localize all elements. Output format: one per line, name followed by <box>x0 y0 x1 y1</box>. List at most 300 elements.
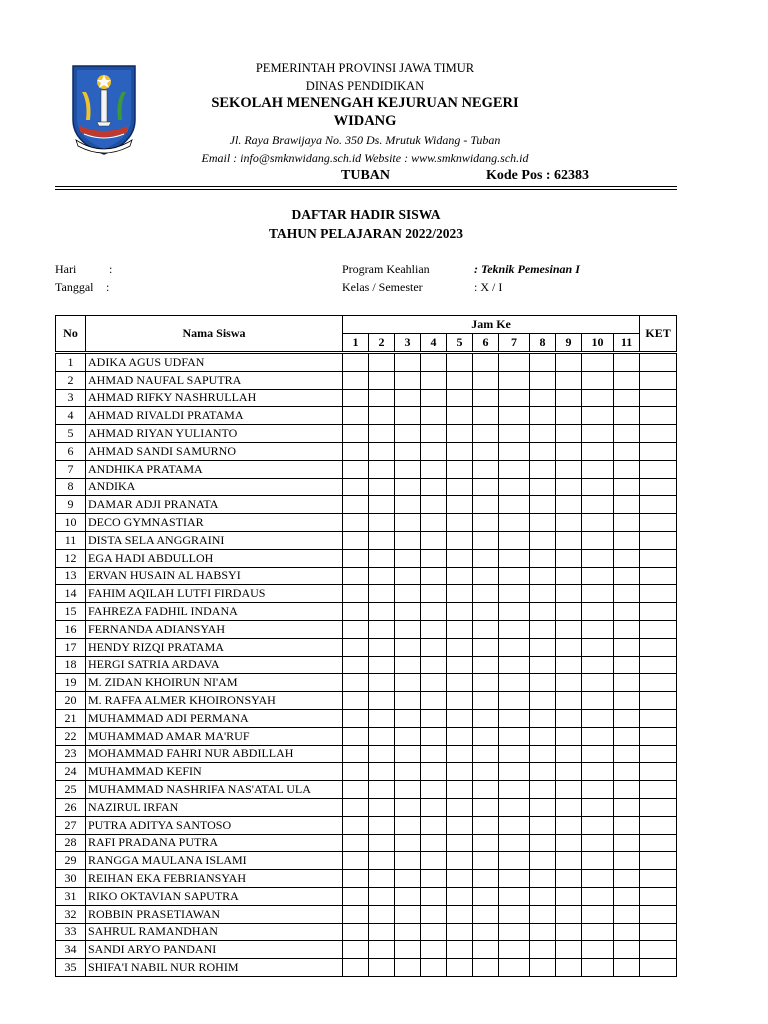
attendance-cell[interactable] <box>614 638 640 656</box>
attendance-cell[interactable] <box>530 531 556 549</box>
attendance-cell[interactable] <box>556 407 582 425</box>
attendance-cell[interactable] <box>395 656 421 674</box>
remarks-cell[interactable] <box>640 941 677 959</box>
attendance-cell[interactable] <box>556 567 582 585</box>
attendance-cell[interactable] <box>369 514 395 532</box>
remarks-cell[interactable] <box>640 549 677 567</box>
attendance-cell[interactable] <box>530 425 556 443</box>
attendance-cell[interactable] <box>499 407 530 425</box>
attendance-cell[interactable] <box>343 460 369 478</box>
attendance-cell[interactable] <box>614 514 640 532</box>
attendance-cell[interactable] <box>530 763 556 781</box>
attendance-cell[interactable] <box>473 585 499 603</box>
attendance-cell[interactable] <box>530 371 556 389</box>
attendance-cell[interactable] <box>530 923 556 941</box>
attendance-cell[interactable] <box>499 353 530 372</box>
attendance-cell[interactable] <box>556 353 582 372</box>
attendance-cell[interactable] <box>499 852 530 870</box>
remarks-cell[interactable] <box>640 603 677 621</box>
attendance-cell[interactable] <box>556 514 582 532</box>
attendance-cell[interactable] <box>421 371 447 389</box>
remarks-cell[interactable] <box>640 798 677 816</box>
attendance-cell[interactable] <box>395 407 421 425</box>
attendance-cell[interactable] <box>343 727 369 745</box>
attendance-cell[interactable] <box>499 941 530 959</box>
attendance-cell[interactable] <box>499 514 530 532</box>
attendance-cell[interactable] <box>447 834 473 852</box>
attendance-cell[interactable] <box>395 941 421 959</box>
attendance-cell[interactable] <box>395 514 421 532</box>
attendance-cell[interactable] <box>473 834 499 852</box>
attendance-cell[interactable] <box>395 870 421 888</box>
attendance-cell[interactable] <box>556 371 582 389</box>
attendance-cell[interactable] <box>473 941 499 959</box>
attendance-cell[interactable] <box>473 781 499 799</box>
attendance-cell[interactable] <box>614 478 640 496</box>
attendance-cell[interactable] <box>582 389 614 407</box>
attendance-cell[interactable] <box>395 905 421 923</box>
attendance-cell[interactable] <box>530 567 556 585</box>
attendance-cell[interactable] <box>369 585 395 603</box>
attendance-cell[interactable] <box>421 763 447 781</box>
attendance-cell[interactable] <box>343 798 369 816</box>
attendance-cell[interactable] <box>421 514 447 532</box>
attendance-cell[interactable] <box>582 478 614 496</box>
attendance-cell[interactable] <box>556 478 582 496</box>
attendance-cell[interactable] <box>556 798 582 816</box>
attendance-cell[interactable] <box>473 514 499 532</box>
remarks-cell[interactable] <box>640 567 677 585</box>
attendance-cell[interactable] <box>582 923 614 941</box>
attendance-cell[interactable] <box>369 709 395 727</box>
attendance-cell[interactable] <box>582 763 614 781</box>
attendance-cell[interactable] <box>343 745 369 763</box>
remarks-cell[interactable] <box>640 620 677 638</box>
attendance-cell[interactable] <box>473 852 499 870</box>
attendance-cell[interactable] <box>556 887 582 905</box>
attendance-cell[interactable] <box>614 496 640 514</box>
remarks-cell[interactable] <box>640 816 677 834</box>
attendance-cell[interactable] <box>473 425 499 443</box>
attendance-cell[interactable] <box>343 514 369 532</box>
attendance-cell[interactable] <box>614 763 640 781</box>
attendance-cell[interactable] <box>395 674 421 692</box>
attendance-cell[interactable] <box>499 959 530 977</box>
attendance-cell[interactable] <box>499 887 530 905</box>
remarks-cell[interactable] <box>640 514 677 532</box>
attendance-cell[interactable] <box>447 852 473 870</box>
attendance-cell[interactable] <box>614 656 640 674</box>
remarks-cell[interactable] <box>640 674 677 692</box>
attendance-cell[interactable] <box>582 460 614 478</box>
attendance-cell[interactable] <box>369 852 395 870</box>
attendance-cell[interactable] <box>421 603 447 621</box>
attendance-cell[interactable] <box>614 371 640 389</box>
attendance-cell[interactable] <box>473 656 499 674</box>
attendance-cell[interactable] <box>343 549 369 567</box>
attendance-cell[interactable] <box>530 727 556 745</box>
attendance-cell[interactable] <box>343 959 369 977</box>
attendance-cell[interactable] <box>556 745 582 763</box>
attendance-cell[interactable] <box>473 620 499 638</box>
attendance-cell[interactable] <box>447 798 473 816</box>
attendance-cell[interactable] <box>499 567 530 585</box>
attendance-cell[interactable] <box>369 727 395 745</box>
attendance-cell[interactable] <box>530 620 556 638</box>
attendance-cell[interactable] <box>614 798 640 816</box>
attendance-cell[interactable] <box>421 585 447 603</box>
attendance-cell[interactable] <box>556 941 582 959</box>
attendance-cell[interactable] <box>369 638 395 656</box>
attendance-cell[interactable] <box>473 923 499 941</box>
attendance-cell[interactable] <box>614 923 640 941</box>
remarks-cell[interactable] <box>640 727 677 745</box>
attendance-cell[interactable] <box>343 620 369 638</box>
attendance-cell[interactable] <box>556 727 582 745</box>
attendance-cell[interactable] <box>473 870 499 888</box>
attendance-cell[interactable] <box>582 674 614 692</box>
attendance-cell[interactable] <box>614 674 640 692</box>
attendance-cell[interactable] <box>343 656 369 674</box>
remarks-cell[interactable] <box>640 763 677 781</box>
attendance-cell[interactable] <box>447 460 473 478</box>
attendance-cell[interactable] <box>343 603 369 621</box>
attendance-cell[interactable] <box>447 585 473 603</box>
attendance-cell[interactable] <box>395 709 421 727</box>
attendance-cell[interactable] <box>556 923 582 941</box>
attendance-cell[interactable] <box>369 923 395 941</box>
attendance-cell[interactable] <box>447 478 473 496</box>
attendance-cell[interactable] <box>530 656 556 674</box>
attendance-cell[interactable] <box>421 531 447 549</box>
attendance-cell[interactable] <box>447 656 473 674</box>
attendance-cell[interactable] <box>556 692 582 710</box>
attendance-cell[interactable] <box>473 496 499 514</box>
attendance-cell[interactable] <box>614 442 640 460</box>
remarks-cell[interactable] <box>640 709 677 727</box>
attendance-cell[interactable] <box>421 407 447 425</box>
attendance-cell[interactable] <box>530 549 556 567</box>
attendance-cell[interactable] <box>499 905 530 923</box>
attendance-cell[interactable] <box>614 834 640 852</box>
remarks-cell[interactable] <box>640 460 677 478</box>
attendance-cell[interactable] <box>369 816 395 834</box>
attendance-cell[interactable] <box>369 834 395 852</box>
attendance-cell[interactable] <box>499 923 530 941</box>
attendance-cell[interactable] <box>499 496 530 514</box>
attendance-cell[interactable] <box>614 727 640 745</box>
attendance-cell[interactable] <box>614 816 640 834</box>
remarks-cell[interactable] <box>640 531 677 549</box>
attendance-cell[interactable] <box>530 496 556 514</box>
attendance-cell[interactable] <box>473 460 499 478</box>
attendance-cell[interactable] <box>473 709 499 727</box>
attendance-cell[interactable] <box>369 389 395 407</box>
attendance-cell[interactable] <box>499 425 530 443</box>
attendance-cell[interactable] <box>499 745 530 763</box>
attendance-cell[interactable] <box>473 745 499 763</box>
remarks-cell[interactable] <box>640 959 677 977</box>
attendance-cell[interactable] <box>343 674 369 692</box>
attendance-cell[interactable] <box>530 852 556 870</box>
attendance-cell[interactable] <box>343 371 369 389</box>
attendance-cell[interactable] <box>343 692 369 710</box>
attendance-cell[interactable] <box>395 371 421 389</box>
attendance-cell[interactable] <box>421 478 447 496</box>
attendance-cell[interactable] <box>473 603 499 621</box>
attendance-cell[interactable] <box>421 781 447 799</box>
attendance-cell[interactable] <box>582 603 614 621</box>
attendance-cell[interactable] <box>614 531 640 549</box>
attendance-cell[interactable] <box>343 781 369 799</box>
attendance-cell[interactable] <box>582 692 614 710</box>
attendance-cell[interactable] <box>473 763 499 781</box>
attendance-cell[interactable] <box>395 692 421 710</box>
attendance-cell[interactable] <box>447 514 473 532</box>
remarks-cell[interactable] <box>640 425 677 443</box>
attendance-cell[interactable] <box>582 709 614 727</box>
attendance-cell[interactable] <box>395 567 421 585</box>
attendance-cell[interactable] <box>421 549 447 567</box>
attendance-cell[interactable] <box>395 531 421 549</box>
attendance-cell[interactable] <box>421 941 447 959</box>
attendance-cell[interactable] <box>421 353 447 372</box>
attendance-cell[interactable] <box>556 959 582 977</box>
attendance-cell[interactable] <box>582 425 614 443</box>
attendance-cell[interactable] <box>614 709 640 727</box>
attendance-cell[interactable] <box>369 656 395 674</box>
attendance-cell[interactable] <box>530 816 556 834</box>
attendance-cell[interactable] <box>369 763 395 781</box>
attendance-cell[interactable] <box>421 389 447 407</box>
attendance-cell[interactable] <box>421 442 447 460</box>
attendance-cell[interactable] <box>530 905 556 923</box>
attendance-cell[interactable] <box>530 638 556 656</box>
attendance-cell[interactable] <box>499 442 530 460</box>
attendance-cell[interactable] <box>369 460 395 478</box>
attendance-cell[interactable] <box>499 816 530 834</box>
remarks-cell[interactable] <box>640 923 677 941</box>
attendance-cell[interactable] <box>582 959 614 977</box>
attendance-cell[interactable] <box>530 798 556 816</box>
attendance-cell[interactable] <box>395 496 421 514</box>
attendance-cell[interactable] <box>421 638 447 656</box>
attendance-cell[interactable] <box>530 692 556 710</box>
attendance-cell[interactable] <box>530 709 556 727</box>
attendance-cell[interactable] <box>369 798 395 816</box>
attendance-cell[interactable] <box>614 549 640 567</box>
attendance-cell[interactable] <box>582 798 614 816</box>
attendance-cell[interactable] <box>614 905 640 923</box>
attendance-cell[interactable] <box>614 389 640 407</box>
attendance-cell[interactable] <box>473 353 499 372</box>
attendance-cell[interactable] <box>582 353 614 372</box>
attendance-cell[interactable] <box>343 923 369 941</box>
attendance-cell[interactable] <box>556 603 582 621</box>
attendance-cell[interactable] <box>582 531 614 549</box>
attendance-cell[interactable] <box>369 478 395 496</box>
attendance-cell[interactable] <box>369 959 395 977</box>
attendance-cell[interactable] <box>395 745 421 763</box>
attendance-cell[interactable] <box>473 442 499 460</box>
attendance-cell[interactable] <box>343 389 369 407</box>
attendance-cell[interactable] <box>614 781 640 799</box>
attendance-cell[interactable] <box>343 442 369 460</box>
attendance-cell[interactable] <box>343 941 369 959</box>
attendance-cell[interactable] <box>530 834 556 852</box>
attendance-cell[interactable] <box>447 709 473 727</box>
attendance-cell[interactable] <box>369 745 395 763</box>
attendance-cell[interactable] <box>582 870 614 888</box>
attendance-cell[interactable] <box>582 852 614 870</box>
attendance-cell[interactable] <box>582 442 614 460</box>
attendance-cell[interactable] <box>421 959 447 977</box>
attendance-cell[interactable] <box>499 585 530 603</box>
remarks-cell[interactable] <box>640 407 677 425</box>
attendance-cell[interactable] <box>530 389 556 407</box>
attendance-cell[interactable] <box>473 887 499 905</box>
attendance-cell[interactable] <box>499 709 530 727</box>
attendance-cell[interactable] <box>556 834 582 852</box>
attendance-cell[interactable] <box>499 620 530 638</box>
attendance-cell[interactable] <box>421 887 447 905</box>
attendance-cell[interactable] <box>582 549 614 567</box>
attendance-cell[interactable] <box>369 442 395 460</box>
attendance-cell[interactable] <box>499 478 530 496</box>
remarks-cell[interactable] <box>640 852 677 870</box>
attendance-cell[interactable] <box>343 407 369 425</box>
attendance-cell[interactable] <box>530 887 556 905</box>
attendance-cell[interactable] <box>421 709 447 727</box>
attendance-cell[interactable] <box>447 674 473 692</box>
attendance-cell[interactable] <box>530 959 556 977</box>
attendance-cell[interactable] <box>447 959 473 977</box>
attendance-cell[interactable] <box>582 816 614 834</box>
attendance-cell[interactable] <box>369 781 395 799</box>
remarks-cell[interactable] <box>640 870 677 888</box>
attendance-cell[interactable] <box>499 674 530 692</box>
attendance-cell[interactable] <box>369 905 395 923</box>
attendance-cell[interactable] <box>473 567 499 585</box>
attendance-cell[interactable] <box>582 496 614 514</box>
attendance-cell[interactable] <box>499 727 530 745</box>
attendance-cell[interactable] <box>556 496 582 514</box>
attendance-cell[interactable] <box>369 870 395 888</box>
attendance-cell[interactable] <box>556 585 582 603</box>
attendance-cell[interactable] <box>343 585 369 603</box>
attendance-cell[interactable] <box>395 603 421 621</box>
remarks-cell[interactable] <box>640 905 677 923</box>
attendance-cell[interactable] <box>530 603 556 621</box>
attendance-cell[interactable] <box>447 905 473 923</box>
attendance-cell[interactable] <box>421 460 447 478</box>
attendance-cell[interactable] <box>421 674 447 692</box>
attendance-cell[interactable] <box>530 941 556 959</box>
attendance-cell[interactable] <box>447 870 473 888</box>
attendance-cell[interactable] <box>395 959 421 977</box>
attendance-cell[interactable] <box>556 389 582 407</box>
attendance-cell[interactable] <box>343 852 369 870</box>
attendance-cell[interactable] <box>395 425 421 443</box>
attendance-cell[interactable] <box>447 745 473 763</box>
attendance-cell[interactable] <box>614 870 640 888</box>
attendance-cell[interactable] <box>473 959 499 977</box>
remarks-cell[interactable] <box>640 496 677 514</box>
attendance-cell[interactable] <box>473 407 499 425</box>
attendance-cell[interactable] <box>447 407 473 425</box>
attendance-cell[interactable] <box>614 460 640 478</box>
attendance-cell[interactable] <box>421 905 447 923</box>
attendance-cell[interactable] <box>447 781 473 799</box>
attendance-cell[interactable] <box>395 549 421 567</box>
attendance-cell[interactable] <box>369 407 395 425</box>
attendance-cell[interactable] <box>530 478 556 496</box>
attendance-cell[interactable] <box>582 620 614 638</box>
attendance-cell[interactable] <box>343 531 369 549</box>
attendance-cell[interactable] <box>421 816 447 834</box>
attendance-cell[interactable] <box>395 460 421 478</box>
attendance-cell[interactable] <box>395 585 421 603</box>
attendance-cell[interactable] <box>614 620 640 638</box>
attendance-cell[interactable] <box>556 674 582 692</box>
attendance-cell[interactable] <box>369 887 395 905</box>
attendance-cell[interactable] <box>343 709 369 727</box>
attendance-cell[interactable] <box>473 371 499 389</box>
attendance-cell[interactable] <box>421 852 447 870</box>
remarks-cell[interactable] <box>640 371 677 389</box>
attendance-cell[interactable] <box>343 870 369 888</box>
attendance-cell[interactable] <box>582 905 614 923</box>
attendance-cell[interactable] <box>499 798 530 816</box>
attendance-cell[interactable] <box>582 656 614 674</box>
attendance-cell[interactable] <box>556 905 582 923</box>
attendance-cell[interactable] <box>614 887 640 905</box>
attendance-cell[interactable] <box>556 425 582 443</box>
attendance-cell[interactable] <box>369 620 395 638</box>
attendance-cell[interactable] <box>530 585 556 603</box>
remarks-cell[interactable] <box>640 781 677 799</box>
attendance-cell[interactable] <box>447 923 473 941</box>
attendance-cell[interactable] <box>447 531 473 549</box>
attendance-cell[interactable] <box>530 781 556 799</box>
attendance-cell[interactable] <box>421 620 447 638</box>
attendance-cell[interactable] <box>499 692 530 710</box>
attendance-cell[interactable] <box>421 656 447 674</box>
attendance-cell[interactable] <box>582 567 614 585</box>
attendance-cell[interactable] <box>499 656 530 674</box>
attendance-cell[interactable] <box>582 514 614 532</box>
attendance-cell[interactable] <box>447 567 473 585</box>
attendance-cell[interactable] <box>369 371 395 389</box>
attendance-cell[interactable] <box>395 852 421 870</box>
attendance-cell[interactable] <box>499 389 530 407</box>
attendance-cell[interactable] <box>343 478 369 496</box>
attendance-cell[interactable] <box>556 620 582 638</box>
attendance-cell[interactable] <box>556 852 582 870</box>
attendance-cell[interactable] <box>421 425 447 443</box>
attendance-cell[interactable] <box>447 763 473 781</box>
attendance-cell[interactable] <box>447 371 473 389</box>
attendance-cell[interactable] <box>582 371 614 389</box>
attendance-cell[interactable] <box>447 496 473 514</box>
attendance-cell[interactable] <box>473 692 499 710</box>
attendance-cell[interactable] <box>499 531 530 549</box>
attendance-cell[interactable] <box>530 442 556 460</box>
attendance-cell[interactable] <box>343 638 369 656</box>
attendance-cell[interactable] <box>530 460 556 478</box>
attendance-cell[interactable] <box>369 692 395 710</box>
attendance-cell[interactable] <box>369 549 395 567</box>
